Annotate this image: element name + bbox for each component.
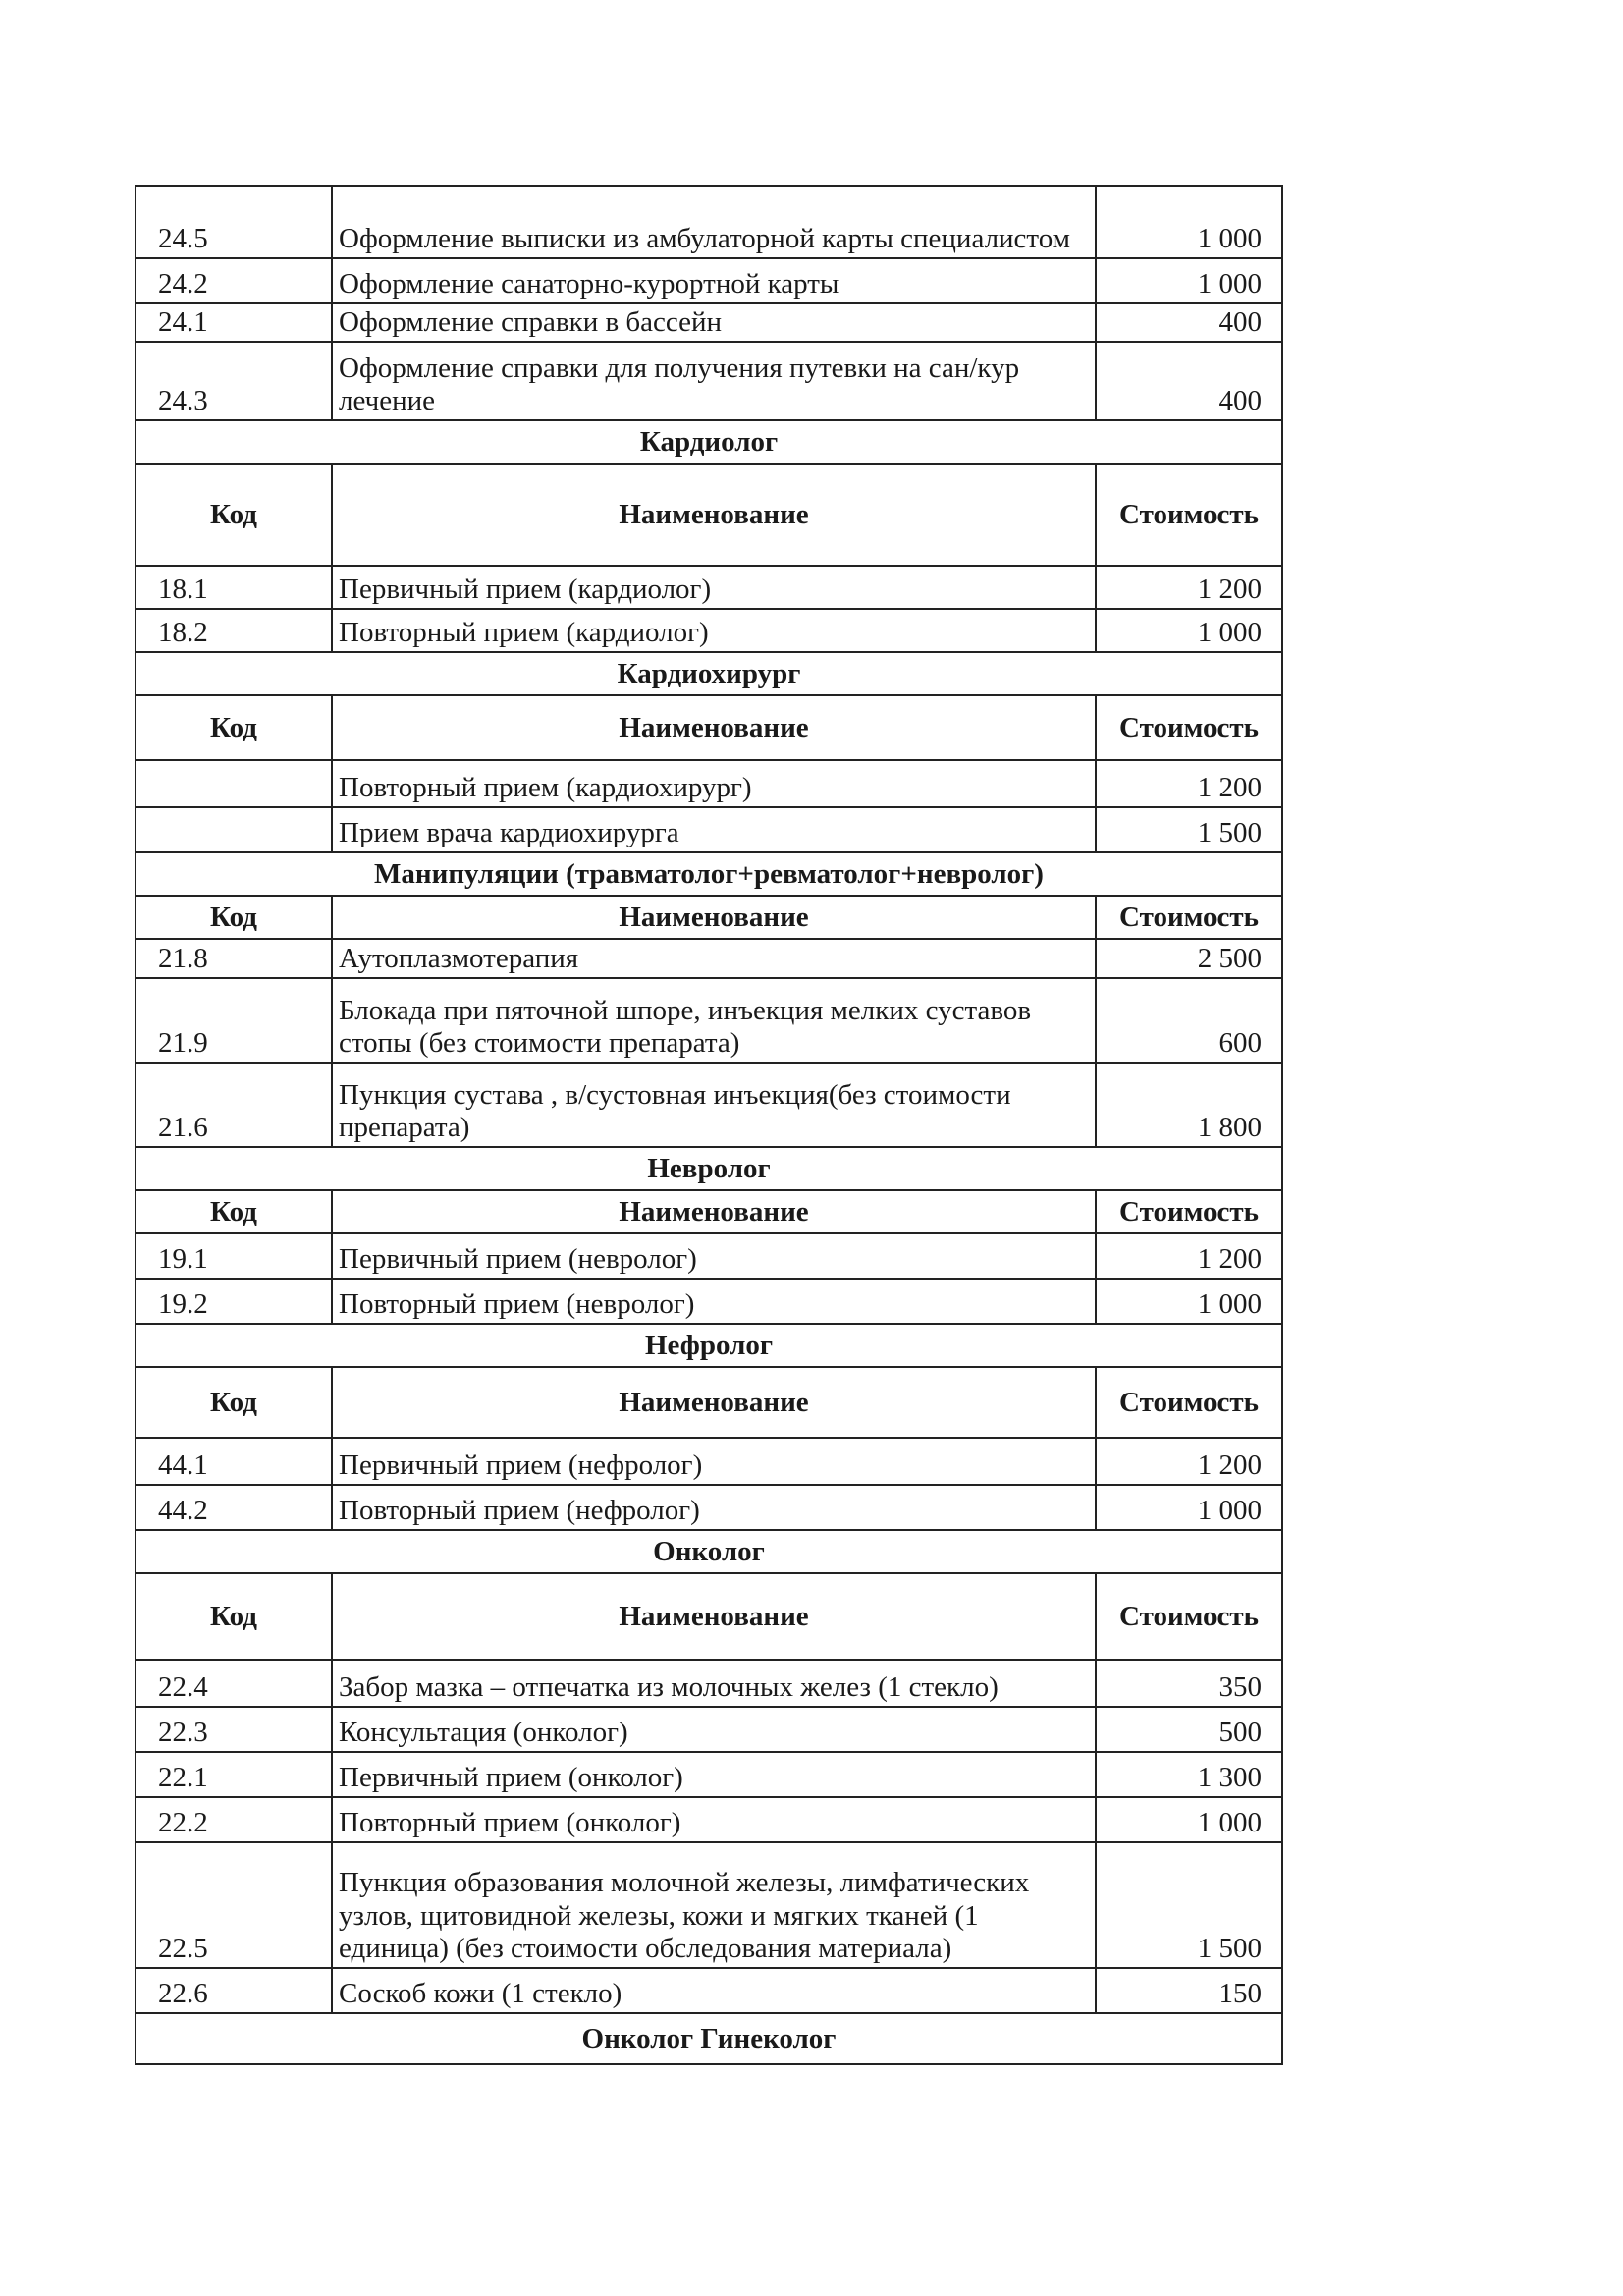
service-code: 18.1: [135, 566, 332, 609]
service-price: 500: [1096, 1707, 1282, 1752]
section-title: Манипуляции (травматолог+ревматолог+невролог): [135, 852, 1282, 896]
table-row: [135, 609, 1282, 652]
section-title: Онколог Гинеколог: [135, 2013, 1282, 2064]
table-row: [135, 1485, 1282, 1530]
service-name: Оформление справки для получения путевки на сан/кур лечение: [332, 342, 1096, 420]
table-row: [135, 566, 1282, 609]
service-code: 22.2: [135, 1797, 332, 1842]
column-header-code: Код: [135, 695, 332, 760]
service-name: Оформление выписки из амбулаторной карты специалистом: [332, 186, 1096, 258]
column-header-price: Стоимость: [1096, 464, 1282, 566]
table-row: [135, 1842, 1282, 1968]
section-title: Кардиохирург: [135, 652, 1282, 695]
service-name: Консультация (онколог): [332, 1707, 1096, 1752]
service-code: 24.1: [135, 303, 332, 342]
table-row: [135, 303, 1282, 342]
column-header-name: Наименование: [332, 1190, 1096, 1233]
service-price: 400: [1096, 342, 1282, 420]
service-name: Повторный прием (нефролог): [332, 1485, 1096, 1530]
column-header-price: Стоимость: [1096, 1190, 1282, 1233]
service-name: Первичный прием (онколог): [332, 1752, 1096, 1797]
column-header-name: Наименование: [332, 1573, 1096, 1660]
section-title-row: [135, 852, 1282, 896]
column-header-row: [135, 464, 1282, 566]
service-price: 350: [1096, 1660, 1282, 1707]
column-header-name: Наименование: [332, 695, 1096, 760]
section-title: Невролог: [135, 1147, 1282, 1190]
service-code: 21.6: [135, 1063, 332, 1147]
column-header-code: Код: [135, 1367, 332, 1438]
section-title-row: [135, 1324, 1282, 1367]
column-header-name: Наименование: [332, 464, 1096, 566]
table-row: [135, 1279, 1282, 1324]
column-header-row: [135, 1367, 1282, 1438]
service-code: [135, 807, 332, 852]
service-name: Повторный прием (онколог): [332, 1797, 1096, 1842]
table-row: [135, 1063, 1282, 1147]
service-price: 1 200: [1096, 1438, 1282, 1485]
table-row: [135, 760, 1282, 807]
service-name: Повторный прием (невролог): [332, 1279, 1096, 1324]
section-title-row: [135, 652, 1282, 695]
service-price: 1 000: [1096, 1485, 1282, 1530]
service-name: Аутоплазмотерапия: [332, 939, 1096, 978]
service-name: Соскоб кожи (1 стекло): [332, 1968, 1096, 2013]
service-code: 24.2: [135, 258, 332, 303]
column-header-code: Код: [135, 464, 332, 566]
service-price: 600: [1096, 978, 1282, 1063]
service-name: Забор мазка – отпечатка из молочных желез (1 стекло): [332, 1660, 1096, 1707]
service-code: 22.1: [135, 1752, 332, 1797]
service-code: 19.2: [135, 1279, 332, 1324]
table-row: [135, 1707, 1282, 1752]
section-title: Кардиолог: [135, 420, 1282, 464]
table-row: [135, 1752, 1282, 1797]
table-row: [135, 1660, 1282, 1707]
section-title-row: [135, 1530, 1282, 1573]
service-code: 22.4: [135, 1660, 332, 1707]
column-header-code: Код: [135, 1573, 332, 1660]
service-price: 1 000: [1096, 1279, 1282, 1324]
service-price: 2 500: [1096, 939, 1282, 978]
section-title-row: [135, 2013, 1282, 2064]
service-name: Первичный прием (невролог): [332, 1233, 1096, 1279]
column-header-row: [135, 1573, 1282, 1660]
service-code: 44.1: [135, 1438, 332, 1485]
service-name: Пункция сустава , в/сустовная инъекция(без стоимости препарата): [332, 1063, 1096, 1147]
service-name: Оформление справки в бассейн: [332, 303, 1096, 342]
service-code: 21.8: [135, 939, 332, 978]
service-code: 19.1: [135, 1233, 332, 1279]
table-row: [135, 939, 1282, 978]
service-code: [135, 760, 332, 807]
service-price: 1 000: [1096, 609, 1282, 652]
service-price: 400: [1096, 303, 1282, 342]
column-header-price: Стоимость: [1096, 1573, 1282, 1660]
column-header-row: [135, 1190, 1282, 1233]
service-price: 150: [1096, 1968, 1282, 2013]
service-price: 1 300: [1096, 1752, 1282, 1797]
section-title: Нефролог: [135, 1324, 1282, 1367]
table-row: [135, 342, 1282, 420]
column-header-row: [135, 695, 1282, 760]
service-price: 1 200: [1096, 760, 1282, 807]
service-code: 18.2: [135, 609, 332, 652]
price-list-table: [135, 185, 1283, 2065]
service-name: Первичный прием (нефролог): [332, 1438, 1096, 1485]
service-price: 1 000: [1096, 186, 1282, 258]
table-row: [135, 1233, 1282, 1279]
column-header-name: Наименование: [332, 896, 1096, 939]
service-price: 1 500: [1096, 807, 1282, 852]
section-title-row: [135, 1147, 1282, 1190]
service-price: 1 000: [1096, 258, 1282, 303]
column-header-price: Стоимость: [1096, 695, 1282, 760]
price-list-body: [135, 186, 1282, 2064]
column-header-price: Стоимость: [1096, 896, 1282, 939]
column-header-code: Код: [135, 1190, 332, 1233]
column-header-name: Наименование: [332, 1367, 1096, 1438]
service-code: 21.9: [135, 978, 332, 1063]
service-name: Пункция образования молочной железы, лимфатических узлов, щитовидной железы, кожи и мягких тканей (1 единица) (без стоимости обследования материала): [332, 1842, 1096, 1968]
service-code: 24.5: [135, 186, 332, 258]
section-title-row: [135, 420, 1282, 464]
service-price: 1 200: [1096, 566, 1282, 609]
column-header-code: Код: [135, 896, 332, 939]
column-header-price: Стоимость: [1096, 1367, 1282, 1438]
service-code: 22.6: [135, 1968, 332, 2013]
column-header-row: [135, 896, 1282, 939]
service-name: Повторный прием (кардиолог): [332, 609, 1096, 652]
table-row: [135, 978, 1282, 1063]
table-row: [135, 1968, 1282, 2013]
table-row: [135, 258, 1282, 303]
service-price: 1 500: [1096, 1842, 1282, 1968]
service-name: Первичный прием (кардиолог): [332, 566, 1096, 609]
service-code: 44.2: [135, 1485, 332, 1530]
table-row: [135, 807, 1282, 852]
service-code: 22.5: [135, 1842, 332, 1968]
table-row: [135, 186, 1282, 258]
service-code: 24.3: [135, 342, 332, 420]
section-title: Онколог: [135, 1530, 1282, 1573]
table-row: [135, 1438, 1282, 1485]
service-price: 1 200: [1096, 1233, 1282, 1279]
service-price: 1 000: [1096, 1797, 1282, 1842]
service-name: Прием врача кардиохирурга: [332, 807, 1096, 852]
service-name: Повторный прием (кардиохирург): [332, 760, 1096, 807]
service-name: Оформление санаторно-курортной карты: [332, 258, 1096, 303]
service-name: Блокада при пяточной шпоре, инъекция мелких суставов стопы (без стоимости препарата): [332, 978, 1096, 1063]
service-price: 1 800: [1096, 1063, 1282, 1147]
service-code: 22.3: [135, 1707, 332, 1752]
table-row: [135, 1797, 1282, 1842]
